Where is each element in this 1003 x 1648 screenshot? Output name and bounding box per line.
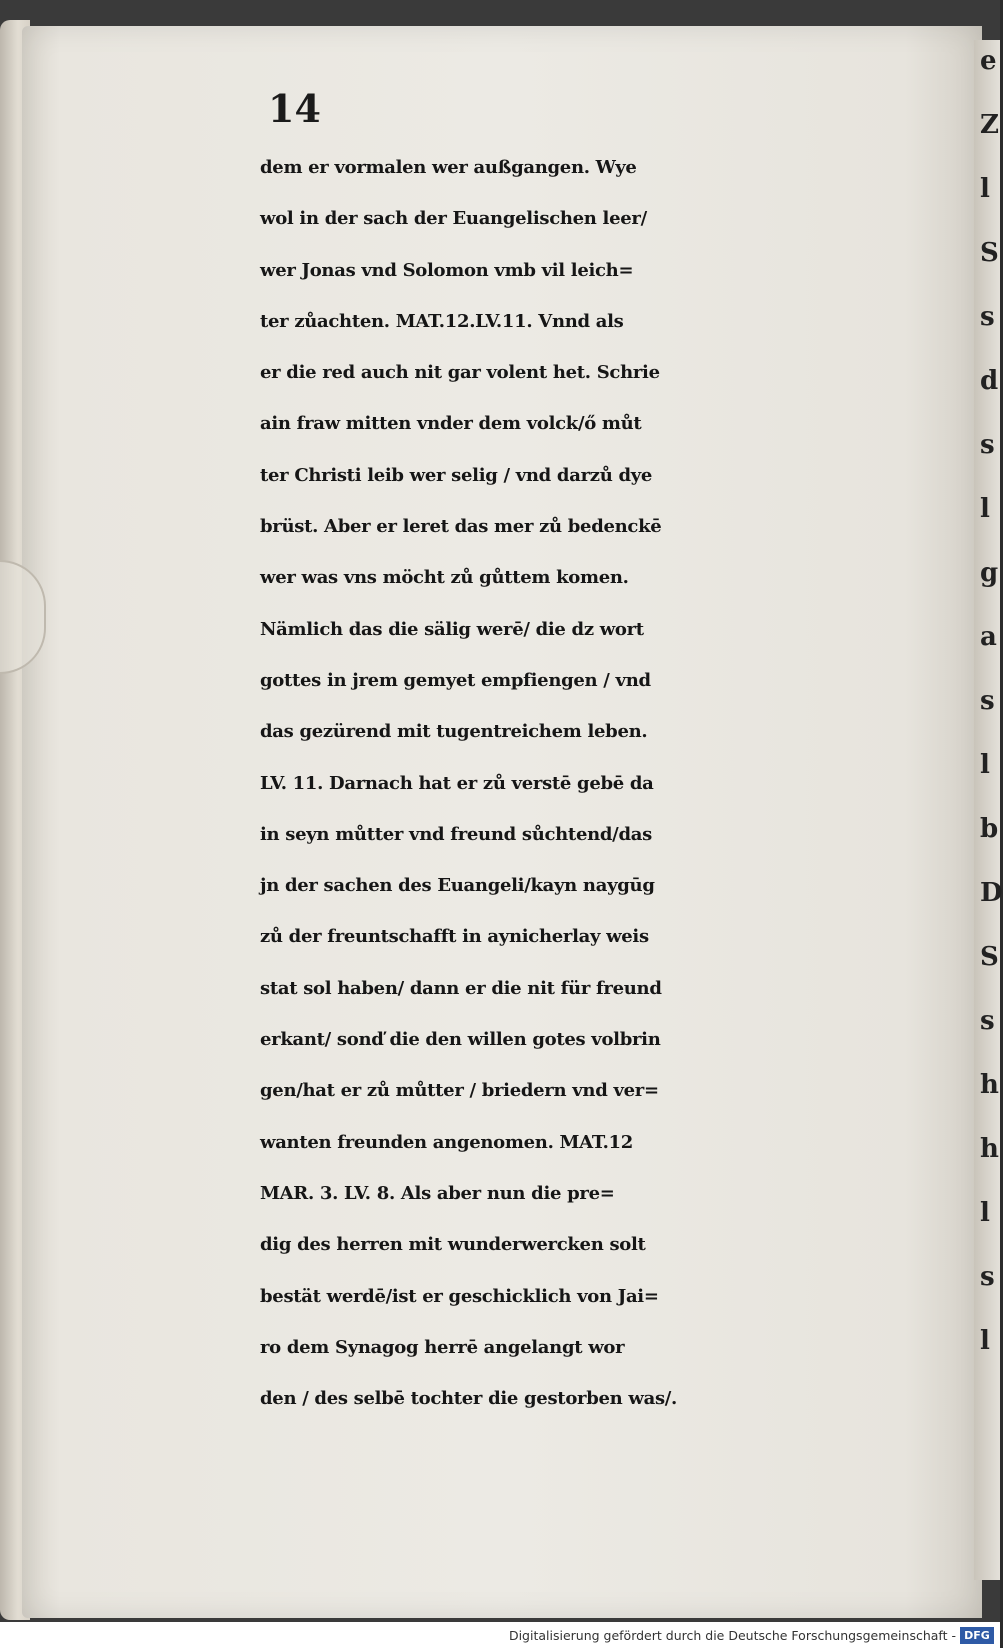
- footer-credit: Digitalisierung gefördert durch die Deutsche Forschungsgemeinschaft -: [508, 1628, 956, 1643]
- text-line: er die red auch nit gar volent het. Schrie: [260, 362, 660, 384]
- text-line: wanten freunden angenomen. MAT.12: [260, 1131, 634, 1153]
- text-line: stat sol haben/ dann er die nit für freund: [260, 977, 662, 999]
- text-line: Nämlich das die sälig werē/ die dz wort: [260, 618, 644, 640]
- margin-fragment: h: [980, 1134, 999, 1164]
- margin-fragment: s: [980, 302, 995, 332]
- margin-fragment: l: [980, 750, 990, 780]
- text-line: bestät werdē/ist er geschicklich von Jai=: [260, 1285, 659, 1307]
- text-line: ter Christi leib wer selig / vnd darzů dye: [260, 464, 653, 486]
- text-line: zů der freuntschafft in aynicherlay weis: [260, 926, 649, 948]
- text-line: ter zůachten. MAT.12.LV.11. Vnnd als: [260, 310, 624, 332]
- text-line: ro dem Synagog herrē angelangt wor: [260, 1336, 625, 1358]
- margin-fragment: l: [980, 1198, 990, 1228]
- text-line: ain fraw mitten vnder dem volck/ő můt: [260, 413, 642, 435]
- margin-fragment: l: [980, 1326, 990, 1356]
- margin-fragment: a: [980, 622, 997, 652]
- margin-fragment: h: [980, 1070, 999, 1100]
- text-line: wol in der sach der Euangelischen leer/: [260, 208, 647, 230]
- text-line: in seyn můtter vnd freund sůchtend/das: [260, 823, 652, 845]
- margin-fragment: s: [980, 430, 995, 460]
- text-line: gottes in jrem gemyet empfiengen / vnd: [260, 669, 651, 691]
- text-line: dig des herren mit wunderwercken solt: [260, 1234, 646, 1256]
- text-line: wer Jonas vnd Solomon vmb vil leich=: [260, 259, 634, 281]
- text-line: gen/hat er zů můtter / briedern vnd ver=: [260, 1080, 659, 1102]
- text-line: MAR. 3. LV. 8. Als aber nun die pre=: [260, 1182, 615, 1204]
- margin-fragment: d: [980, 366, 999, 396]
- margin-fragment: S: [980, 942, 999, 972]
- next-page-margin: [974, 40, 1003, 1580]
- text-line: LV. 11. Darnach hat er zů verstē gebē da: [260, 772, 654, 794]
- text-line: den / des selbē tochter die gestorben was/.: [260, 1388, 678, 1410]
- margin-fragment: g: [980, 558, 999, 588]
- text-block: [260, 142, 920, 1424]
- margin-fragment: l: [980, 174, 990, 204]
- margin-fragment: e: [980, 46, 997, 76]
- margin-fragment: s: [980, 1006, 995, 1036]
- margin-fragment: l: [980, 494, 990, 524]
- text-line: brüst. Aber er leret das mer zů bedenckē: [260, 516, 662, 538]
- text-line: erkant/ sonď die den willen gotes volbrin: [260, 1029, 661, 1051]
- page-number: 14: [268, 86, 321, 131]
- dfg-logo: DFG: [960, 1627, 994, 1644]
- footer-bar: [0, 1622, 1000, 1648]
- text-line: wer was vns möcht zů gůttem komen.: [260, 567, 629, 589]
- margin-fragment: b: [980, 814, 999, 844]
- margin-fragment: D: [980, 878, 1003, 908]
- margin-fragment: s: [980, 686, 995, 716]
- text-line: das gezürend mit tugentreichem leben.: [260, 721, 648, 743]
- text-line: dem er vormalen wer außgangen. Wye: [260, 157, 637, 178]
- margin-fragment: S: [980, 238, 999, 268]
- margin-fragment: Z: [980, 110, 999, 140]
- margin-fragment: s: [980, 1262, 995, 1292]
- text-line: jn der sachen des Euangeli/kayn naygūg: [260, 875, 655, 897]
